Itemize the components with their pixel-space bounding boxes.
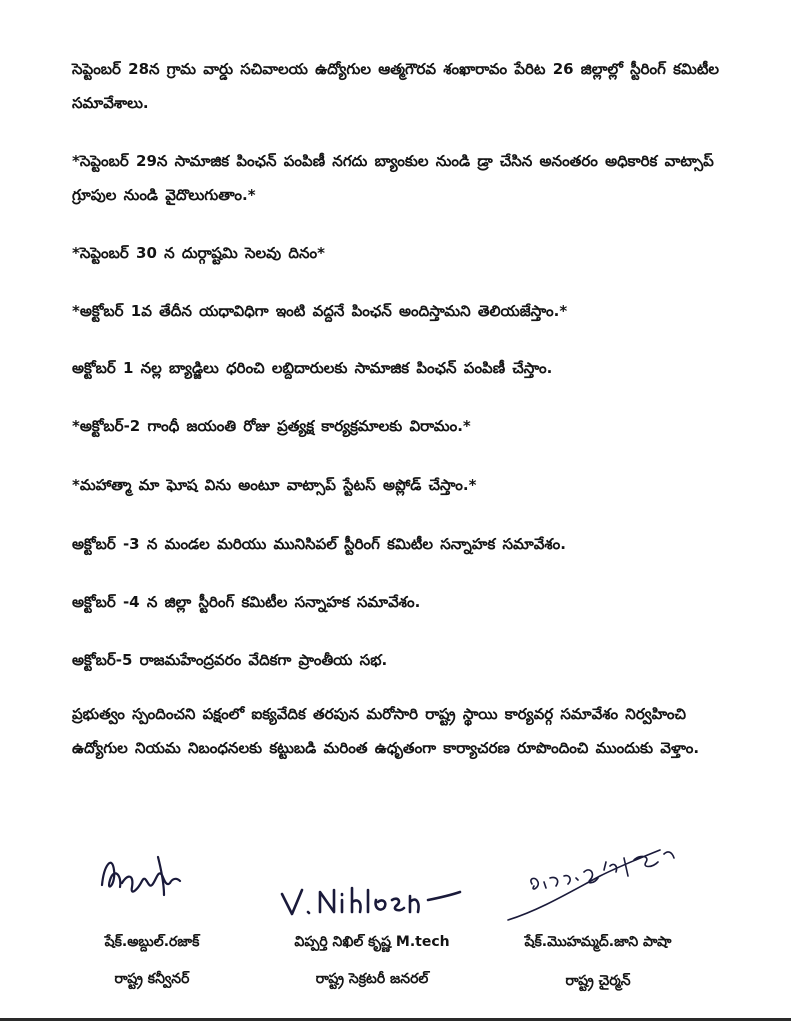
paragraph-9: అక్టోబర్ -4 న జిల్లా స్టీరింగ్ కమిటీల సన్నాహక సమావేశం. xyxy=(72,593,421,611)
signature-3-image xyxy=(500,832,680,924)
paragraph-10: అక్టోబర్-5 రాజమహేంద్రవరం వేదికగా ప్రాంతీయ సభ. xyxy=(72,651,388,669)
paragraph-6: *అక్టోబర్-2 గాంధీ జయంతి రోజు ప్రత్యక్ష కార్యక్రమాలకు విరామం.* xyxy=(72,417,471,435)
signatory-3-name: షేక్.మొహమ్మద్.జాని పాషా xyxy=(524,934,672,950)
signatory-1-name: షేక్.అబ్దుల్.రజాక్ xyxy=(104,934,200,950)
signatory-2-title: రాష్ట్ర సెక్రటరీ జనరల్ xyxy=(315,971,429,987)
paragraph-8: అక్టోబర్ -3 న మండల మరియు మునిసిపల్ స్టీరింగ్ కమిటీల సన్నాహక సమావేశం. xyxy=(72,535,566,553)
paragraph-4: *అక్టోబర్ 1వ తేదీన యధావిధిగా ఇంటి వద్దనే పింఛన్ అందిస్తామని తెలియజేస్తాం.* xyxy=(72,302,568,320)
paragraph-7: *మహాత్మా మా ఘోష విను అంటూ వాట్సాప్ స్టేటస్ అప్లోడ్ చేస్తాం.* xyxy=(72,476,477,494)
signatory-2-name: విప్పర్తి నిఖిల్ కృష్ణ M.tech xyxy=(294,934,450,950)
paragraph-5: అక్టోబర్ 1 నల్ల బ్యాడ్జిలు ధరించి లబ్దిదారులకు సామాజిక పింఛన్ పంపిణీ చేస్తాం. xyxy=(72,359,553,377)
signatory-3-title: రాష్ట్ర చైర్మన్ xyxy=(565,973,631,989)
signatory-1-title: రాష్ట్ర కన్వీనర్ xyxy=(114,971,190,987)
paragraph-1: సెప్టెంబర్ 28న గ్రామ వార్డు సచివాలయ ఉద్యోగుల ఆత్మగౌరవ శంఖారావం పేరిట 26 జిల్లాల్లో స్టీరింగ్ కమిటీల సమావేశాలు. xyxy=(72,60,720,112)
bottom-divider xyxy=(0,1018,791,1021)
paragraph-2: *సెప్టెంబర్ 29న సామాజిక పింఛన్ పంపిణీ నగదు బ్యాంకుల నుండి డ్రా చేసిన అనంతరం అధికారిక వాట్సాప్ గ్రూపుల నుండి వైదొలుగుతాం.* xyxy=(72,152,714,204)
signature-1-image xyxy=(92,845,212,905)
signature-2-image xyxy=(268,872,468,922)
paragraph-11: ప్రభుత్వం స్పందించని పక్షంలో ఐక్యవేదిక తరపున మరోసారి రాష్ట్ర స్థాయి కార్యవర్గ సమావేశం నిర్వహించి ఉద్యోగుల నియమ నిబంధనలకు కట్టుబడి మరింత ఉధృతంగా కార్యాచరణ రూపొందించి ముందుకు వెళ్తాం. xyxy=(72,705,700,757)
paragraph-3: *సెప్టెంబర్ 30 న దుర్గాష్టమి సెలవు దినం* xyxy=(72,244,325,262)
